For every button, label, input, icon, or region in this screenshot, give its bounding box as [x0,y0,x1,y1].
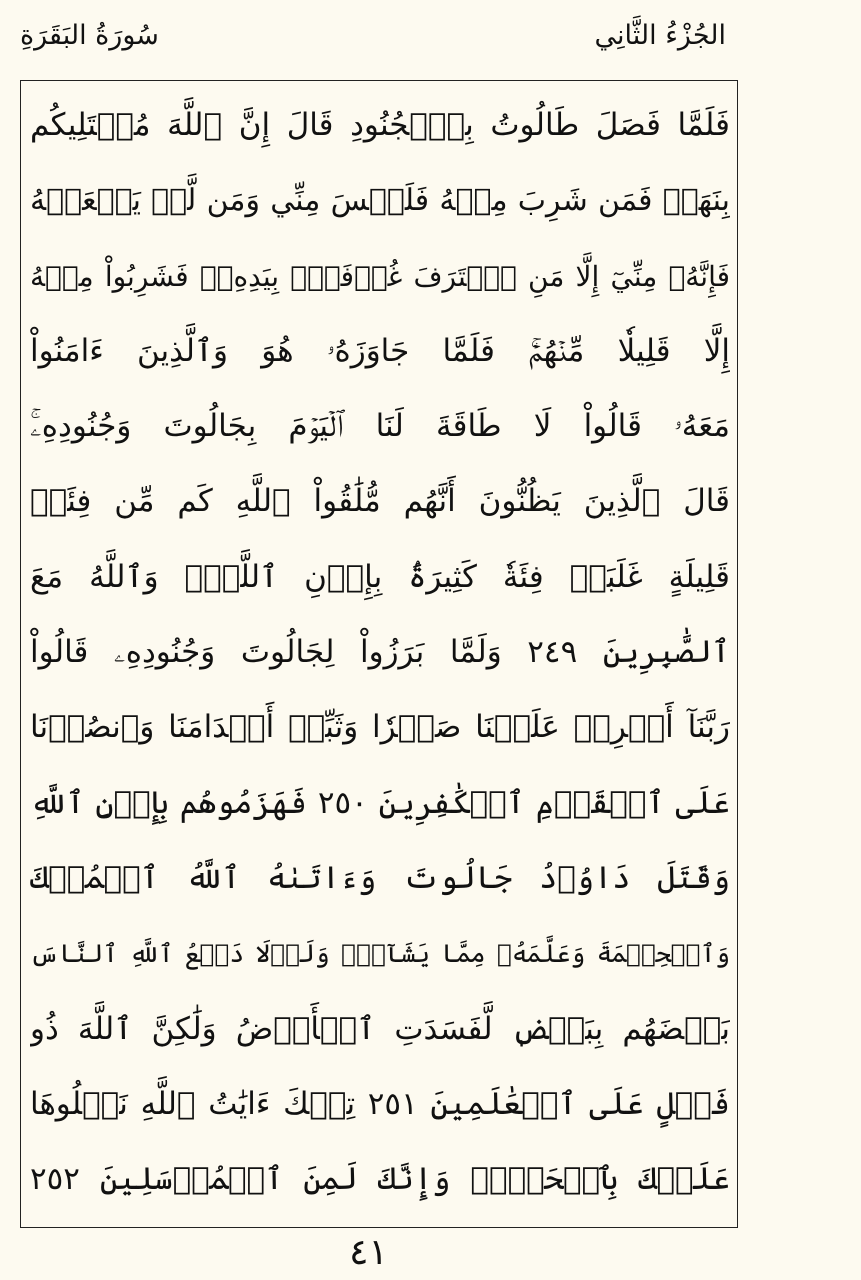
text-line: قَلِيلَةٍ غَلَبَتۡ فِئَةٗ كَثِيرَةَۢ بِإِذۡنِ ٱللَّهِۗ وَٱللَّهُ مَعَ [30,558,730,595]
text-line: مَعَهُۥ قَالُواْ لَا طَاقَةَ لَنَا ٱلۡيَوۡمَ بِجَالُوتَ وَجُنُودِهِۦۚ [30,408,730,445]
text-line: ٱلصَّٰبِرِينَ ٢٤٩ وَلَمَّا بَرَزُواْ لِجَالُوتَ وَجُنُودِهِۦ قَالُواْ [30,634,730,671]
text-line: فَلَمَّا فَصَلَ طَالُوتُ بِٱلۡجُنُودِ قَالَ إِنَّ ٱللَّهَ مُبۡتَلِيكُم [30,107,730,143]
text-line: وَٱلۡحِكۡمَةَ وَعَلَّمَهُۥ مِمَّا يَشَآءُۗ وَلَوۡلَا دَفۡعُ ٱللَّهِ ٱلنَّاسَ [30,939,730,969]
text-line: بَعۡضَهُم بِبَعۡضٖ لَّفَسَدَتِ ٱلۡأَرۡضُ وَلَٰكِنَّ ٱللَّهَ ذُو [30,1010,730,1047]
quran-text-block [30,88,730,1217]
surah-title: سُورَةُ البَقَرَةِ [20,20,159,51]
text-line: فَإِنَّهُۥ مِنِّيٓ إِلَّا مَنِ ٱغۡتَرَفَ غُرۡفَةَۢ بِيَدِهِۦۚ فَشَرِبُواْ مِنۡهُ [30,259,730,293]
text-line: قَالَ ٱلَّذِينَ يَظُنُّونَ أَنَّهُم مُّلَٰقُواْ ٱللَّهِ كَم مِّن فِئَةٖ [30,483,730,520]
text-line: بِنَهَرٖ فَمَن شَرِبَ مِنۡهُ فَلَيۡسَ مِنِّي وَمَن لَّمۡ يَطۡعَمۡهُ [30,183,730,219]
text-line: إِلَّا قَلِيلٗا مِّنۡهُمۡۚ فَلَمَّا جَاوَزَهُۥ هُوَ وَٱلَّذِينَ ءَامَنُواْ [30,332,730,369]
text-line: وَقَتَلَ دَاوُۥدُ جَالُوتَ وَءَاتَىٰهُ ٱللَّهُ ٱلۡمُلۡكَ [30,859,730,896]
text-line: عَلَيۡكَ بِٱلۡحَقِّۚ وَإِنَّكَ لَمِنَ ٱلۡمُرۡسَلِينَ ٢٥٢ [30,1161,730,1198]
text-line: فَضۡلٍ عَلَى ٱلۡعَٰلَمِينَ ٢٥١ تِلۡكَ ءَايَٰتُ ٱللَّهِ نَتۡلُوهَا [30,1085,730,1122]
page-number: ٤١ [349,1232,388,1273]
page-header [0,0,861,80]
text-line: عَلَى ٱلۡقَوۡمِ ٱلۡكَٰفِرِينَ ٢٥٠ فَهَزَمُوهُم بِإِذۡنِ ٱللَّهِ [30,784,730,821]
juz-title: الجُزْءُ الثَّانِي [594,20,726,51]
text-line: رَبَّنَآ أَفۡرِغۡ عَلَيۡنَا صَبۡرٗا وَثَبِّتۡ أَقۡدَامَنَا وَٱنصُرۡنَا [30,709,730,746]
